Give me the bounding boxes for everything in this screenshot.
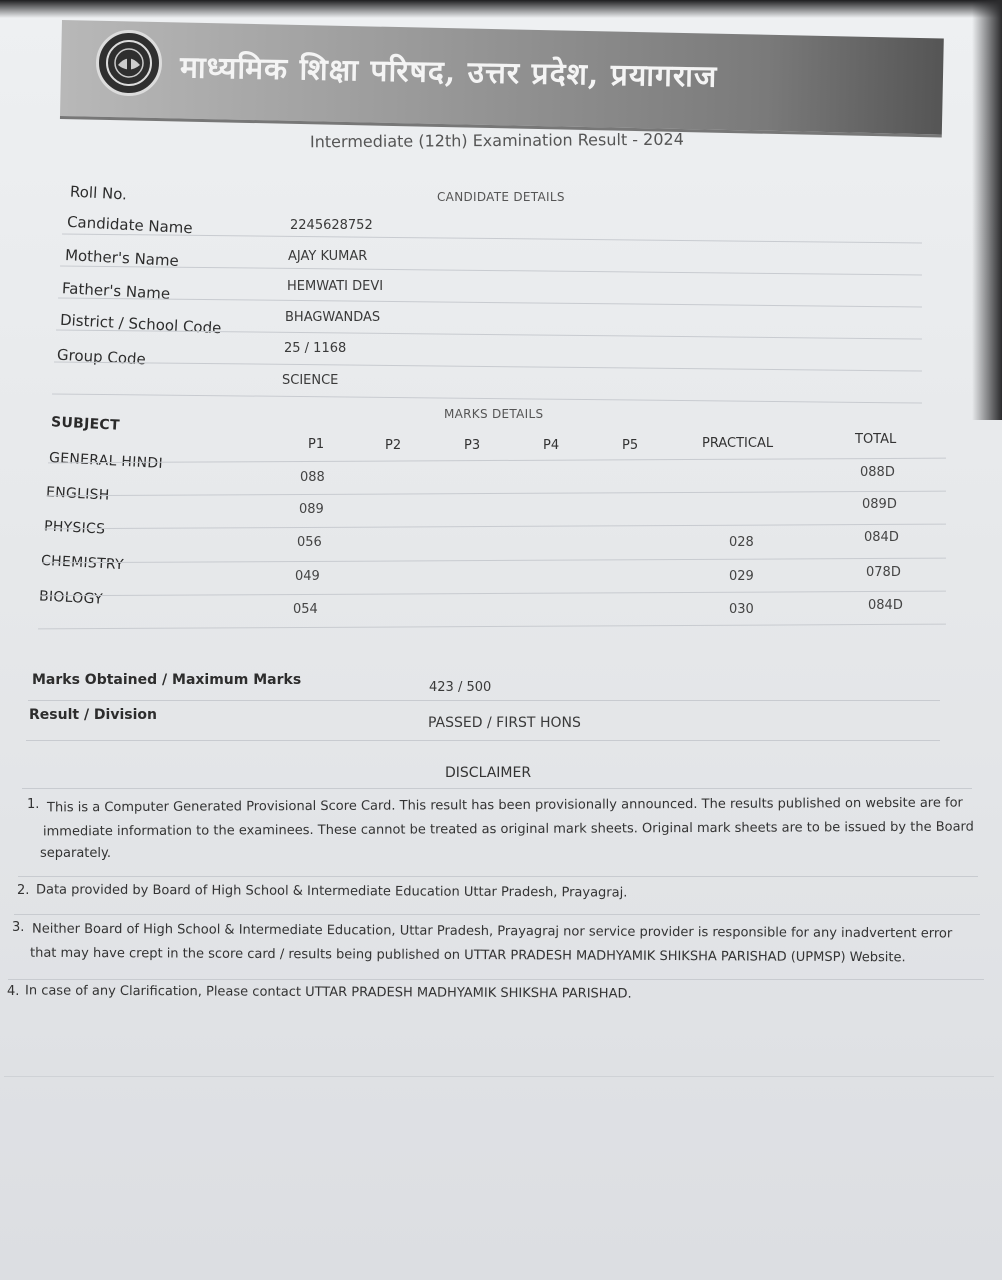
subject-name: ENGLISH <box>45 484 111 504</box>
p1-mark: 088 <box>300 470 325 485</box>
column-header-p4: P4 <box>543 438 560 453</box>
column-header-p1: P1 <box>308 437 325 452</box>
disclaimer-line: Neither Board of High School & Intermediate Education, Uttar Pradesh, Prayagraj nor service provider is responsible for any inadvertent error <box>31 921 953 942</box>
candidate-name-value: AJAY KUMAR <box>288 249 368 264</box>
roll-no-value: 2245628752 <box>290 218 373 233</box>
marks-obtained-label: Marks Obtained / Maximum Marks <box>32 672 302 688</box>
fathers-name-label: Father's Name <box>61 279 171 303</box>
group-code-label: Group Code <box>56 345 147 369</box>
rule <box>52 393 922 403</box>
district-school-code-value: 25 / 1168 <box>284 341 347 356</box>
rule <box>42 558 946 564</box>
subject-name: PHYSICS <box>43 518 106 538</box>
rule <box>38 624 946 630</box>
total-mark: 078D <box>866 565 901 580</box>
upmsp-logo-icon <box>96 30 162 96</box>
disclaimer-item-number: 1. <box>27 797 40 812</box>
disclaimer-line: In case of any Clarification, Please contact UTTAR PRADESH MADHYAMIK SHIKSHA PARISHAD. <box>24 983 632 1002</box>
disclaimer-line: Data provided by Board of High School & Intermediate Education Uttar Pradesh, Prayagraj. <box>35 882 628 901</box>
subject-name: BIOLOGY <box>38 588 104 608</box>
rule <box>46 491 946 497</box>
disclaimer-line: immediate information to the examinees. These cannot be treated as original mark sheets. Original mark sheets are to be issued by the Board <box>42 819 974 840</box>
column-header-practical: PRACTICAL <box>702 436 774 451</box>
result-division-label: Result / Division <box>29 707 157 723</box>
candidate-details-heading: CANDIDATE DETAILS <box>437 190 565 204</box>
rule <box>62 233 922 243</box>
rule <box>60 265 922 275</box>
p1-mark: 054 <box>293 602 318 617</box>
practical-mark: 028 <box>729 535 754 550</box>
marks-obtained-value: 423 / 500 <box>429 680 492 695</box>
disclaimer-item-number: 4. <box>7 984 20 999</box>
rule <box>40 591 946 597</box>
practical-mark: 030 <box>729 602 754 617</box>
p1-mark: 089 <box>299 502 324 517</box>
p1-mark: 049 <box>295 569 320 584</box>
total-mark: 089D <box>862 497 897 512</box>
rule <box>14 914 980 915</box>
rule <box>48 458 946 464</box>
column-header-p3: P3 <box>464 438 481 453</box>
subject-name: CHEMISTRY <box>40 552 125 574</box>
total-mark: 084D <box>868 598 903 613</box>
board-name: माध्यमिक शिक्षा परिषद, उत्तर प्रदेश, प्रयागराज <box>179 50 718 95</box>
rule <box>4 1076 994 1077</box>
disclaimer-line: separately. <box>40 846 111 861</box>
disclaimer-line: that may have crept in the score card / results being published on UTTAR PRADESH MADHYAMIK SHIKSHA PARISHAD (UPMSP) Website. <box>29 945 906 966</box>
column-header-total: TOTAL <box>855 432 897 447</box>
rule <box>28 700 940 701</box>
rule <box>44 524 946 530</box>
candidate-name-label: Candidate Name <box>66 212 194 238</box>
group-code-value: SCIENCE <box>282 373 339 388</box>
top-shadow <box>0 0 1002 18</box>
disclaimer-heading: DISCLAIMER <box>445 765 532 781</box>
rule <box>18 876 978 877</box>
marks-details-heading: MARKS DETAILS <box>444 407 544 421</box>
fathers-name-value: BHAGWANDAS <box>285 310 381 325</box>
rule <box>26 740 940 741</box>
roll-no-label: Roll No. <box>69 182 128 204</box>
total-mark: 084D <box>864 530 899 545</box>
disclaimer-item-number: 2. <box>17 883 30 898</box>
column-header-subject: SUBJECT <box>50 414 121 434</box>
column-header-p2: P2 <box>385 438 402 453</box>
practical-mark: 029 <box>729 569 754 584</box>
rule <box>58 297 922 307</box>
mothers-name-value: HEMWATI DEVI <box>287 279 384 294</box>
rule <box>22 788 972 789</box>
subject-name: GENERAL HINDI <box>48 450 164 472</box>
exam-title: Intermediate (12th) Examination Result - 2024 <box>309 129 684 152</box>
mothers-name-label: Mother's Name <box>64 246 180 270</box>
column-header-p5: P5 <box>622 438 639 453</box>
total-mark: 088D <box>860 465 895 480</box>
disclaimer-line: This is a Computer Generated Provisional Score Card. This result has been provisionally announced. The results published on website are for <box>46 795 963 816</box>
rule <box>54 361 922 371</box>
right-shadow <box>972 0 1002 420</box>
p1-mark: 056 <box>297 535 322 550</box>
disclaimer-item-number: 3. <box>12 920 25 935</box>
result-division-value: PASSED / FIRST HONS <box>428 715 581 731</box>
district-school-code-label: District / School Code <box>59 310 222 338</box>
